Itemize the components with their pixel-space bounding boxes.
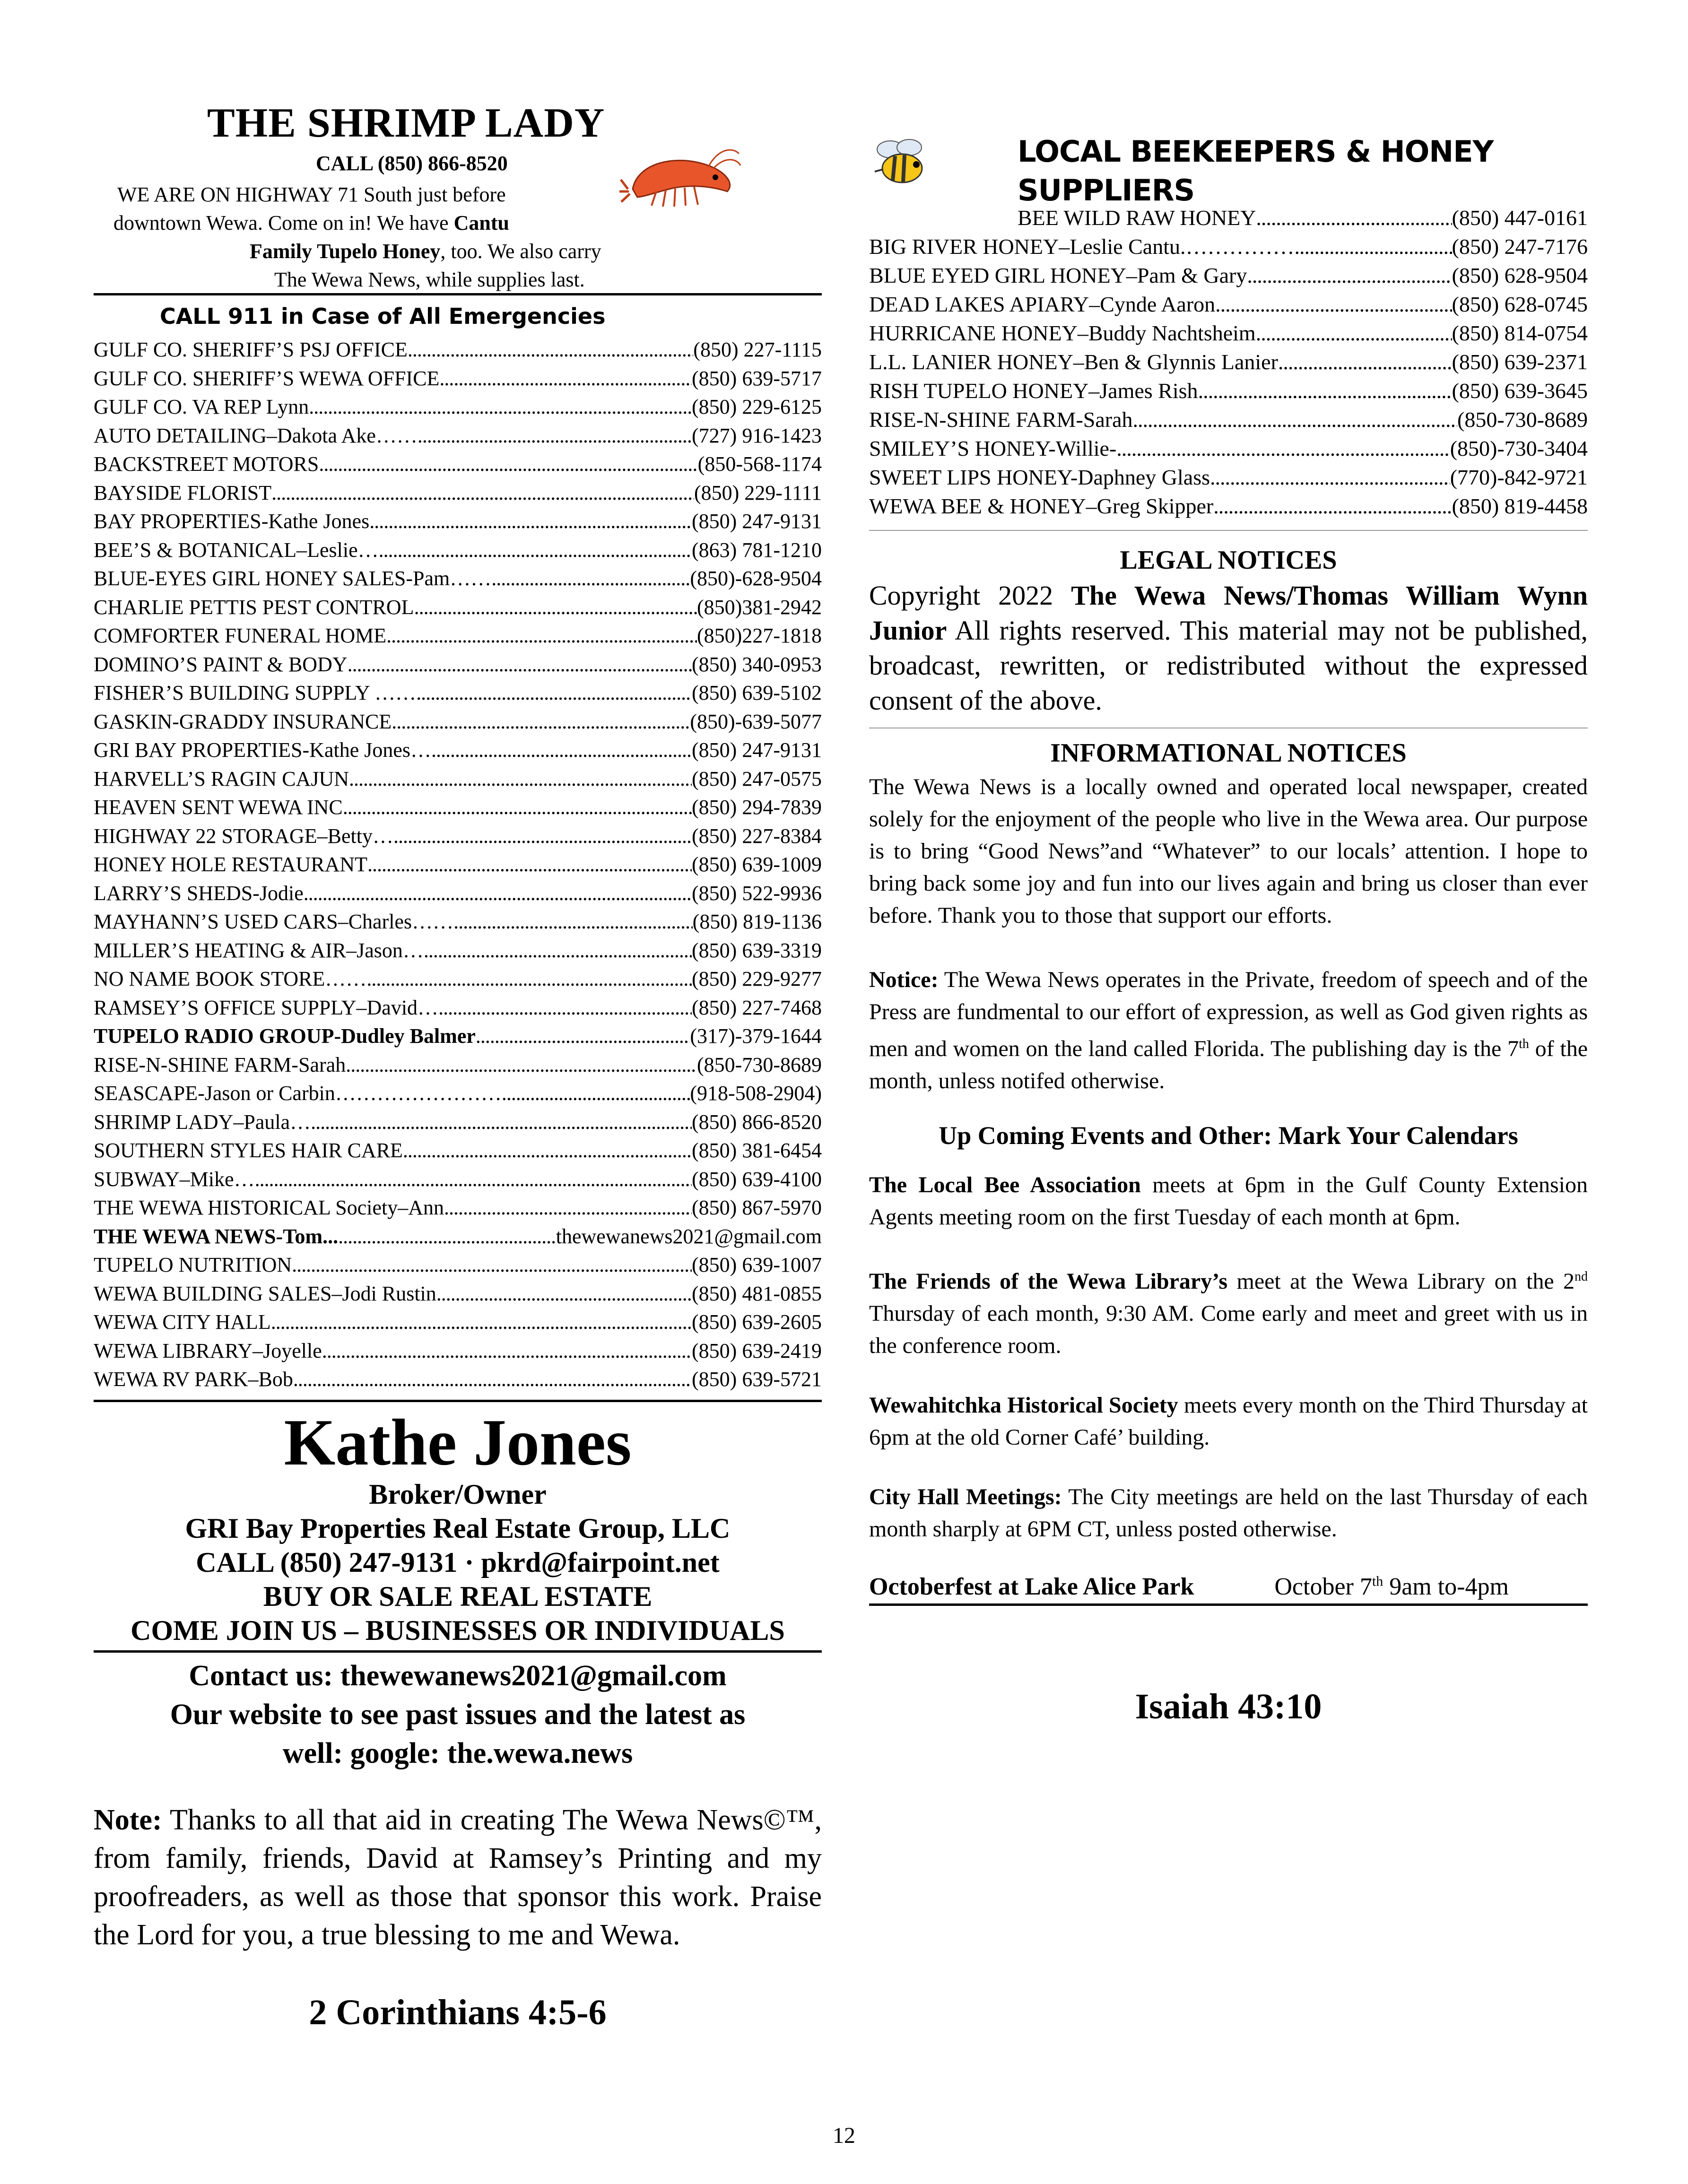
- leader-dots: [271, 1308, 692, 1337]
- directory-phone: (863) 781-1210: [692, 538, 822, 562]
- directory-phone: (850) 229-9277: [692, 967, 822, 990]
- beekeeper-name: SWEET LIPS HONEY-Daphney Glass: [869, 465, 1210, 489]
- divider: [94, 1400, 822, 1402]
- directory-phone: (850-568-1174: [697, 452, 822, 476]
- shrimp-line-4: The Wewa News, while supplies last.: [274, 268, 585, 291]
- directory-name: CHARLIE PETTIS PEST CONTROL: [94, 595, 414, 619]
- leader-dots: [366, 965, 692, 994]
- beekeeper-phone: (850) 819-4458: [1452, 494, 1588, 518]
- directory-phone: (727) 916-1423: [692, 424, 822, 447]
- beekeeper-phone: (850) 447-0161: [1452, 206, 1588, 230]
- leader-dots: [346, 1051, 697, 1080]
- contact-website-2: well: google: the.wewa.news: [282, 1737, 633, 1769]
- shrimp-line-1: WE ARE ON HIGHWAY 71 South just before: [117, 183, 506, 206]
- beekeeper-row: [869, 319, 1588, 347]
- directory-name: TUPELO RADIO GROUP-Dudley Balmer: [94, 1024, 476, 1048]
- leader-dots: [424, 936, 692, 965]
- directory-row: [94, 1251, 822, 1280]
- directory-row: [94, 1194, 822, 1222]
- notice-paragraph: Notice: The Wewa News operates in the Private, freedom of speech and of the Press are fundmental to our effort of expression, as well as God given rights as men and women on the land called Florida. The publishing day is the 7th of the month, unless notifed otherwise.: [869, 967, 1588, 1093]
- leader-dots: [271, 479, 694, 508]
- directory-row: [94, 965, 822, 994]
- leader-dots: [1198, 376, 1452, 405]
- kathe-call: CALL (850) 247-9131 · pkrd@fairpoint.net: [196, 1546, 720, 1578]
- beekeeper-name: HURRICANE HONEY–Buddy Nachtsheim: [869, 321, 1256, 345]
- kathe-role: Broker/Owner: [369, 1478, 547, 1510]
- shrimp-icon: [618, 144, 741, 210]
- directory-row: [94, 1051, 822, 1080]
- directory-row: [94, 936, 822, 965]
- informational-notices: [869, 738, 1588, 1097]
- directory-phone: (317)-379-1644: [690, 1024, 822, 1048]
- directory-row: [94, 850, 822, 879]
- directory-phone: (850) 340-0953: [692, 652, 822, 676]
- leader-dots: [369, 507, 692, 536]
- directory-phone: (850) 227-7468: [692, 996, 822, 1019]
- beekeeper-row: [869, 492, 1588, 520]
- emergency-title: CALL 911 in Case of All Emergencies: [160, 303, 606, 329]
- leader-dots: [1133, 405, 1458, 434]
- directory-phone: (850) 639-5102: [692, 681, 822, 704]
- directory-row: [94, 1280, 822, 1309]
- beekeeper-phone: (850) 639-2371: [1452, 350, 1588, 374]
- shrimp-lady-title: THE SHRIMP LADY: [207, 100, 605, 146]
- leader-dots: [322, 1337, 692, 1366]
- directory-row: [94, 450, 822, 479]
- directory-name: FISHER’S BUILDING SUPPLY ……: [94, 681, 417, 704]
- directory-name: SHRIMP LADY–Paula…: [94, 1110, 311, 1134]
- leader-dots: [379, 536, 692, 565]
- page-number: 12: [833, 2123, 855, 2148]
- beekeeper-phone: (850) 247-7176: [1452, 234, 1588, 259]
- divider: [869, 530, 1588, 531]
- directory-name: THE WEWA HISTORICAL Society–Ann: [94, 1196, 444, 1219]
- beekeeper-row: [869, 434, 1588, 463]
- beekeepers-title: LOCAL BEEKEEPERS & HONEY SUPPLIERS: [1018, 134, 1494, 208]
- directory-phone: (850) 639-3319: [692, 938, 822, 962]
- contact-website-1: Our website to see past issues and the latest as: [170, 1698, 746, 1731]
- beekeeper-row: [869, 376, 1588, 405]
- verse-right: Isaiah 43:10: [1135, 1687, 1322, 1726]
- leader-dots: [1210, 463, 1450, 492]
- legal-title: LEGAL NOTICES: [1120, 546, 1337, 575]
- directory-name: THE WEWA NEWS-Tom...: [94, 1224, 339, 1248]
- leader-dots: [309, 393, 692, 422]
- directory-name: DOMINO’S PAINT & BODY: [94, 652, 348, 676]
- directory-phone: (850)-639-5077: [690, 710, 822, 733]
- event-library-friends: The Friends of the Wewa Library’s meet at the Wewa Library on the 2nd Thursday of each month, 9:30 AM. Come early and meet and greet with us in the conference room.: [869, 1269, 1588, 1358]
- beekeeper-name: BLUE EYED GIRL HONEY–Pam & Gary: [869, 263, 1247, 287]
- directory-phone: (850)227-1818: [697, 624, 822, 647]
- beekeeper-name: BIG RIVER HONEY–Leslie Cantu.……………: [869, 234, 1295, 259]
- leader-dots: [1278, 347, 1452, 376]
- directory-row: [94, 822, 822, 851]
- beekeeper-row: [869, 290, 1588, 319]
- shrimp-lady-phone: CALL (850) 866-8520: [316, 152, 508, 175]
- beekeeper-phone: (770)-842-9721: [1450, 465, 1588, 489]
- kathe-join: COME JOIN US – BUSINESSES OR INDIVIDUALS: [131, 1614, 785, 1646]
- legal-body: Copyright 2022 The Wewa News/Thomas William Wynn Junior All rights reserved. This material may not be published, broadcast, rewritten, or redistributed without the expressed consent of the above.: [869, 580, 1588, 716]
- leader-dots: [414, 593, 697, 622]
- kathe-buy: BUY OR SALE REAL ESTATE: [263, 1580, 653, 1612]
- directory-row: [94, 908, 822, 936]
- directory-name: HARVELL’S RAGIN CAJUN: [94, 767, 349, 790]
- directory-name: BACKSTREET MOTORS: [94, 452, 319, 476]
- directory-row: [94, 1165, 822, 1194]
- directory-row: [94, 479, 822, 508]
- directory-row: [94, 994, 822, 1023]
- directory-name: MAYHANN’S USED CARS–Charles……: [94, 910, 454, 933]
- directory-row: [94, 393, 822, 422]
- leader-dots: [444, 1194, 692, 1222]
- directory-name: GULF CO. VA REP Lynn: [94, 395, 309, 418]
- divider: [94, 293, 822, 295]
- directory-phone: (850)-628-9504: [690, 567, 822, 590]
- directory-name: LARRY’S SHEDS-Jodie: [94, 881, 304, 905]
- directory-row: [94, 1308, 822, 1337]
- directory-phone: (850) 639-2605: [692, 1310, 822, 1334]
- directory-phone: (850) 294-7839: [692, 796, 822, 819]
- directory-phone: (850)381-2942: [697, 595, 822, 619]
- leader-dots: [255, 1165, 692, 1194]
- directory-name: WEWA CITY HALL: [94, 1310, 271, 1334]
- beekeeper-phone: (850) 814-0754: [1452, 321, 1588, 345]
- directory-row: [94, 736, 822, 765]
- directory-phone: (918-508-2904): [690, 1082, 822, 1105]
- leader-dots: [292, 1251, 692, 1280]
- directory-phone: (850) 381-6454: [692, 1139, 822, 1162]
- directory-phone: (850) 227-8384: [692, 824, 822, 848]
- directory-row: [94, 422, 822, 451]
- directory-name: HONEY HOLE RESTAURANT: [94, 853, 368, 876]
- shrimp-line-2: downtown Wewa. Come on in! We have Cantu: [113, 211, 509, 234]
- beekeepers-header: [869, 132, 1588, 208]
- leader-dots: [1215, 290, 1452, 319]
- leader-dots: [293, 1365, 692, 1394]
- directory-row: [94, 679, 822, 708]
- directory-row: [94, 650, 822, 679]
- leader-dots: [348, 650, 692, 679]
- leader-dots: [319, 450, 697, 479]
- beekeeper-row: [869, 405, 1588, 434]
- directory-row: [94, 793, 822, 822]
- directory-row: [94, 879, 822, 908]
- contact-email: Contact us: thewewanews2021@gmail.com: [189, 1659, 727, 1692]
- leader-dots: [367, 850, 692, 879]
- beekeeper-row: [869, 463, 1588, 492]
- directory-name: WEWA BUILDING SALES–Jodi Rustin: [94, 1282, 436, 1305]
- directory-name: COMFORTER FUNERAL HOME: [94, 624, 387, 647]
- directory-name: AUTO DETAILING–Dakota Ake……: [94, 424, 418, 447]
- directory-name: HIGHWAY 22 STORAGE–Betty…: [94, 824, 393, 848]
- leader-dots: [416, 679, 692, 708]
- directory-name: GULF CO. SHERIFF’S PSJ OFFICE: [94, 338, 408, 361]
- directory-phone: (850-730-8689: [697, 1053, 822, 1076]
- leader-dots: [1256, 319, 1452, 347]
- kathe-name: Kathe Jones: [284, 1405, 632, 1479]
- leader-dots: [418, 422, 692, 451]
- event-bee-association: The Local Bee Association meets at 6pm in the Gulf County Extension Agents meeting room on the first Tuesday of each month at 6pm.: [869, 1172, 1588, 1230]
- leader-dots: [1213, 492, 1452, 520]
- directory-row: [94, 708, 822, 737]
- leader-dots: [476, 1022, 690, 1051]
- directory-phone: (850) 522-9936: [692, 881, 822, 905]
- beekeeper-name: RISH TUPELO HONEY–James Rish: [869, 379, 1198, 403]
- leader-dots: [393, 822, 692, 851]
- directory-row: [94, 1365, 822, 1394]
- beekeeper-name: DEAD LAKES APIARY–Cynde Aaron: [869, 292, 1216, 316]
- beekeeper-row: [869, 261, 1588, 290]
- shrimp-lady-ad: [94, 99, 822, 383]
- directory-row: [94, 1222, 822, 1251]
- directory-phone: (850) 639-2419: [692, 1339, 822, 1362]
- directory-name: BAY PROPERTIES-Kathe Jones: [94, 510, 370, 533]
- beekeeper-name: BEE WILD RAW HONEY: [1018, 206, 1256, 230]
- directory-phone: (850) 639-1009: [692, 853, 822, 876]
- left-column: [94, 99, 822, 2033]
- beekeeper-phone: (850)-730-3404: [1450, 436, 1588, 460]
- directory-phone: (850) 229-6125: [692, 395, 822, 418]
- directory-row: [94, 564, 822, 593]
- leader-dots: [403, 1136, 692, 1165]
- directory-name: NO NAME BOOK STORE……: [94, 967, 367, 990]
- leader-dots: [304, 879, 692, 908]
- directory-name: SOUTHERN STYLES HAIR CARE: [94, 1139, 403, 1162]
- divider: [94, 1650, 822, 1653]
- directory-name: BEE’S & BOTANICAL–Leslie…: [94, 538, 379, 562]
- directory-phone: (850) 639-5717: [692, 366, 822, 390]
- legal-notices: [869, 545, 1588, 718]
- directory-name: GULF CO. SHERIFF’S WEWA OFFICE: [94, 366, 440, 390]
- leader-dots: [1247, 261, 1452, 290]
- directory-row: [94, 622, 822, 650]
- beekeeper-phone: (850) 639-3645: [1452, 379, 1588, 403]
- beekeeper-row: [869, 232, 1588, 261]
- directory-row: [94, 1337, 822, 1366]
- directory-row: [94, 1022, 822, 1051]
- beekeeper-phone: (850) 628-0745: [1452, 292, 1588, 316]
- shrimp-rule-wrap: [94, 293, 822, 295]
- leader-dots: [502, 1079, 690, 1108]
- leader-dots: [436, 1280, 692, 1309]
- directory-row: [94, 536, 822, 565]
- kathe-company: GRI Bay Properties Real Estate Group, LLC: [185, 1512, 731, 1544]
- kathe-jones-ad: [94, 1405, 822, 1647]
- directory-name: RISE-N-SHINE FARM-Sarah: [94, 1053, 346, 1076]
- beekeeper-name: L.L. LANIER HONEY–Ben & Glynnis Lanier: [869, 350, 1278, 374]
- contact-block: [94, 1656, 822, 1773]
- directory-row: [94, 1108, 822, 1137]
- directory-name: SUBWAY–Mike…: [94, 1167, 255, 1191]
- directory-name: RAMSEY’S OFFICE SUPPLY–David…: [94, 996, 439, 1019]
- directory-name: TUPELO NUTRITION: [94, 1253, 292, 1276]
- leader-dots: [349, 765, 692, 794]
- directory-phone: (850) 639-4100: [692, 1167, 822, 1191]
- directory-phone: (850) 227-1115: [693, 338, 822, 361]
- directory-phone: (850) 867-5970: [692, 1196, 822, 1219]
- leader-dots: [431, 736, 692, 765]
- event-city-hall: City Hall Meetings: The City meetings are held on the last Thursday of each month sharply at 6PM CT, unless posted otherwise.: [869, 1484, 1588, 1542]
- directory-phone: (850) 481-0855: [692, 1282, 822, 1305]
- directory-row: [94, 507, 822, 536]
- directory-phone: thewewanews2021@gmail.com: [556, 1224, 822, 1248]
- directory-name: HEAVEN SENT WEWA INC: [94, 796, 343, 819]
- emergency-wrap: [94, 298, 605, 330]
- directory-phone: (850) 639-5721: [692, 1368, 822, 1391]
- event-historical-society: Wewahitchka Historical Society meets every month on the Third Thursday at 6pm at the old Corner Café’ building.: [869, 1393, 1588, 1450]
- event-octoberfest: Octoberfest at Lake Alice Park October 7th 9am to-4pm: [869, 1573, 1588, 1606]
- beekeeper-name: RISE-N-SHINE FARM-Sarah: [869, 407, 1133, 432]
- leader-dots: [438, 994, 692, 1023]
- leader-dots: [491, 564, 690, 593]
- directory-name: MILLER’S HEATING & AIR–Jason…: [94, 938, 424, 962]
- right-column: [869, 132, 1588, 1727]
- info-paragraph: The Wewa News is a locally owned and operated local newspaper, created solely for the enjoyment of the people who live in the Wewa area. Our purpose is to bring “Good News”and “Whatever” to our locals’ attention. I hope to bring back some joy and fun into our lives again and bring us closer than ever before. Thank you to those that support our efforts.: [869, 774, 1588, 928]
- directory-phone: (850) 247-9131: [692, 510, 822, 533]
- directory-phone: (850) 639-1007: [692, 1253, 822, 1276]
- directory-phone: (850) 229-1111: [694, 481, 822, 504]
- beekeeper-name: SMILEY’S HONEY-Willie-: [869, 436, 1117, 460]
- beekeeper-phone: (850) 628-9504: [1452, 263, 1588, 287]
- directory-name: GASKIN-GRADDY INSURANCE: [94, 710, 392, 733]
- bee-icon: [869, 136, 931, 188]
- leader-dots: [386, 622, 697, 650]
- thanks-note: Note: Thanks to all that aid in creating The Wewa News©™, from family, friends, David at Ramsey’s Printing and my proofreaders, as well as those that sponsor this work. Praise the Lord for you, a true blessing to me and Wewa.: [94, 1803, 822, 1951]
- directory-phone: (850) 247-0575: [692, 767, 822, 790]
- directory-name: SEASCAPE-Jason or Carbin……………………: [94, 1082, 502, 1105]
- beekeeper-name: WEWA BEE & HONEY–Greg Skipper: [869, 494, 1214, 518]
- business-directory: [94, 336, 822, 1394]
- directory-name: WEWA LIBRARY–Joyelle: [94, 1339, 322, 1362]
- directory-name: WEWA RV PARK–Bob: [94, 1368, 293, 1391]
- directory-row: [94, 1079, 822, 1108]
- beekeepers-list: [869, 203, 1588, 520]
- leader-dots: [392, 708, 690, 737]
- directory-phone: (850) 819-1136: [692, 910, 822, 933]
- leader-dots: [338, 1222, 556, 1251]
- directory-row: [94, 593, 822, 622]
- directory-row: [94, 1136, 822, 1165]
- beekeeper-phone: (850-730-8689: [1457, 407, 1588, 432]
- beekeeper-row: [869, 347, 1588, 376]
- directory-phone: (850) 247-9131: [692, 738, 822, 762]
- verse-left: 2 Corinthians 4:5-6: [309, 1992, 607, 2032]
- directory-name: BLUE-EYES GIRL HONEY SALES-Pam……: [94, 567, 492, 590]
- info-title: INFORMATIONAL NOTICES: [1050, 738, 1407, 768]
- leader-dots: [343, 793, 692, 822]
- leader-dots: [1294, 232, 1452, 261]
- leader-dots: [453, 908, 693, 936]
- directory-name: GRI BAY PROPERTIES-Kathe Jones…: [94, 738, 432, 762]
- directory-phone: (850) 866-8520: [692, 1110, 822, 1134]
- directory-row: [94, 765, 822, 794]
- directory-name: BAYSIDE FLORIST: [94, 481, 272, 504]
- leader-dots: [311, 1108, 692, 1137]
- shrimp-line-3: Family Tupelo Honey, too. We also carry: [250, 240, 601, 263]
- events-heading: Up Coming Events and Other: Mark Your Calendars: [939, 1121, 1518, 1150]
- leader-dots: [1116, 434, 1450, 463]
